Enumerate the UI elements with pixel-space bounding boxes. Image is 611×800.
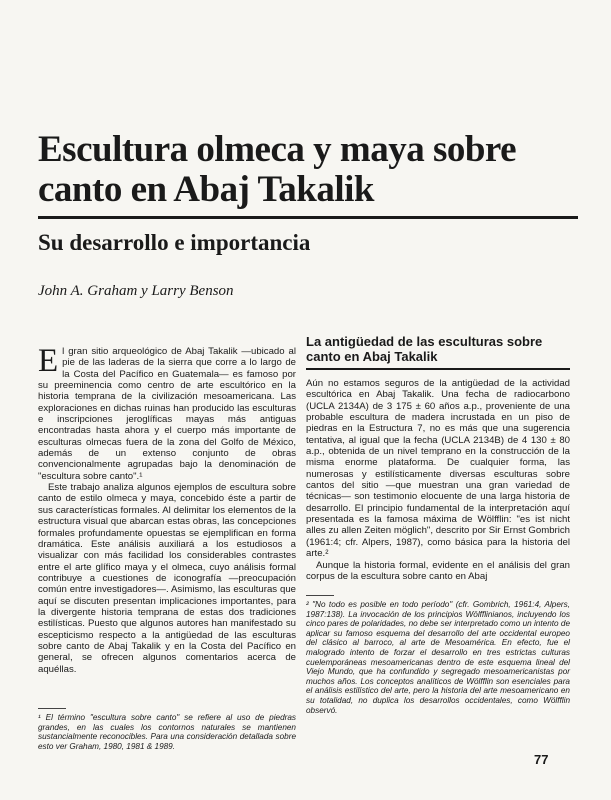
body-paragraph: Aunque la historia formal, evidente en el análisis del gran corpus de la escultura sobre canto en Abaj (306, 559, 570, 582)
body-paragraph: Este trabajo analiza algunos ejemplos de escultura sobre canto de estilo olmeca y maya, concebido éste a partir de sus características formales. Al delimitar los elementos de la estructura visual que abarcan estas obras, las concepciones formales profundamente opuestas se ejemplifican en forma dramática. Este análisis auxiliará a los estudiosos a visualizar con más facilidad los considerables contrastes entre el arte glífico maya y el olmeca, cuyo análisis formal contribuye a cuestiones de iconografía —preocupación común entre investigadores—. Asimismo, las esculturas que aquí se discuten presentan implicaciones importantes, para la divergente historia temprana de estas dos tradiciones estilísticas. Puesto que algunos autores han manifestado su escepticismo respecto a la antigüedad de las esculturas sobre canto de Abaj Takalik y en la Costa del Pacífico en general, se ofrecen algunos comentarios acerca de aquéllas. (38, 482, 296, 675)
intro-paragraph (38, 343, 296, 482)
section-rule (306, 368, 570, 370)
article-subtitle: Su desarrollo e importancia (38, 230, 311, 255)
intro-paragraph-text: l gran sitio arqueológico de Abaj Takalik —ubicado al pie de las laderas de la sierra que corre a lo largo de la Costa del Pacífico en Guatemala— es famoso por su preeminencia como centro de arte escultórico en la historia temprana de la civilización mesoamericana. Las exploraciones en dichas ruinas han producido las esculturas e inscripciones jeroglíficas mayas más antiguas encontradas hasta ahora y el cuerpo más importante de esculturas olmecas fuera de la zona del Golfo de México, además de un extenso conjunto de obras convencionalmente agrupadas bajo la denominación de "escultura sobre canto".¹ (38, 346, 296, 482)
drop-cap: E (38, 343, 59, 379)
left-column (38, 343, 296, 675)
right-column (306, 378, 570, 582)
article-authors: John A. Graham y Larry Benson (38, 283, 234, 299)
section-heading: La antigüedad de las esculturas sobre canto en Abaj Takalik (306, 334, 543, 364)
article-title: Escultura olmeca y maya sobre canto en Abaj Takalik (38, 129, 517, 210)
body-paragraph: Aún no estamos seguros de la antigüedad de la actividad escultórica en Abaj Takalik. Una fecha de radiocarbono (UCLA 2134A) de 3 175 ± 60 años a.p., proveniente de una probable escultura de madera incrustada en un piso de piedras en la Estructura 7, no es más que una sugerencia tentativa, al igual que la fecha (UCLA 2134B) de 4 130 ± 80 a.p., obtenida de un nivel temprano en la construcción de la misma enorme plataforma. De cualquier forma, las numerosas y estilísticamente diversas esculturas sobre cantos del sitio —que muestran una gran variedad de técnicas— son testimonio elocuente de una larga historia de desarrollo. El principio fundamental de la interpretación aquí presentada es la famosa máxima de Wölfflin: "es ist nicht alles zu allen Zeiten möglich", descrito por Sir Ernst Gombrich (1961:4; cfr. Alpers, 1987), como básica para la historia del arte.² (306, 378, 570, 560)
page-number: 77 (534, 752, 549, 767)
footnote-rule-left (38, 708, 66, 709)
footnote-1: ¹ El término "escultura sobre canto" se refiere al uso de piedras grandes, en las cuales los contornos naturales se mantienen sustancialmente reconocibles. Para una consideración detallada sobre esto ver Graham, 1980, 1981 & 1989. (38, 713, 296, 751)
title-rule (38, 216, 578, 219)
footnote-2: ² "No todo es posible en todo período" (cfr. Gombrich, 1961:4, Alpers, 1987:138). La invocación de los principios Wölfflinianos, incluyendo los cinco pares de polaridades, no debe ser interpretado como un intento de aplicar su famoso esquema del desarrollo del arte occidental europeo del clásico al barroco, al arte de Mesoamérica. En efecto, fue el malogrado intento de forzar el desarrollo en tres estrictas culturas cuelemporáneas mesoamericanas dentro de este esquema lineal del Viejo Mundo, que ha confundido y segregado mesoamericanistas por muchos años. Los conceptos analíticos de Wölfflin son esenciales para el análisis estilístico del arte, pero la historia del arte mesoamericano en su totalidad, no duplica los desarrollos occidentales, como Wölfflin observó. (306, 600, 570, 715)
footnote-rule-right (306, 595, 334, 596)
